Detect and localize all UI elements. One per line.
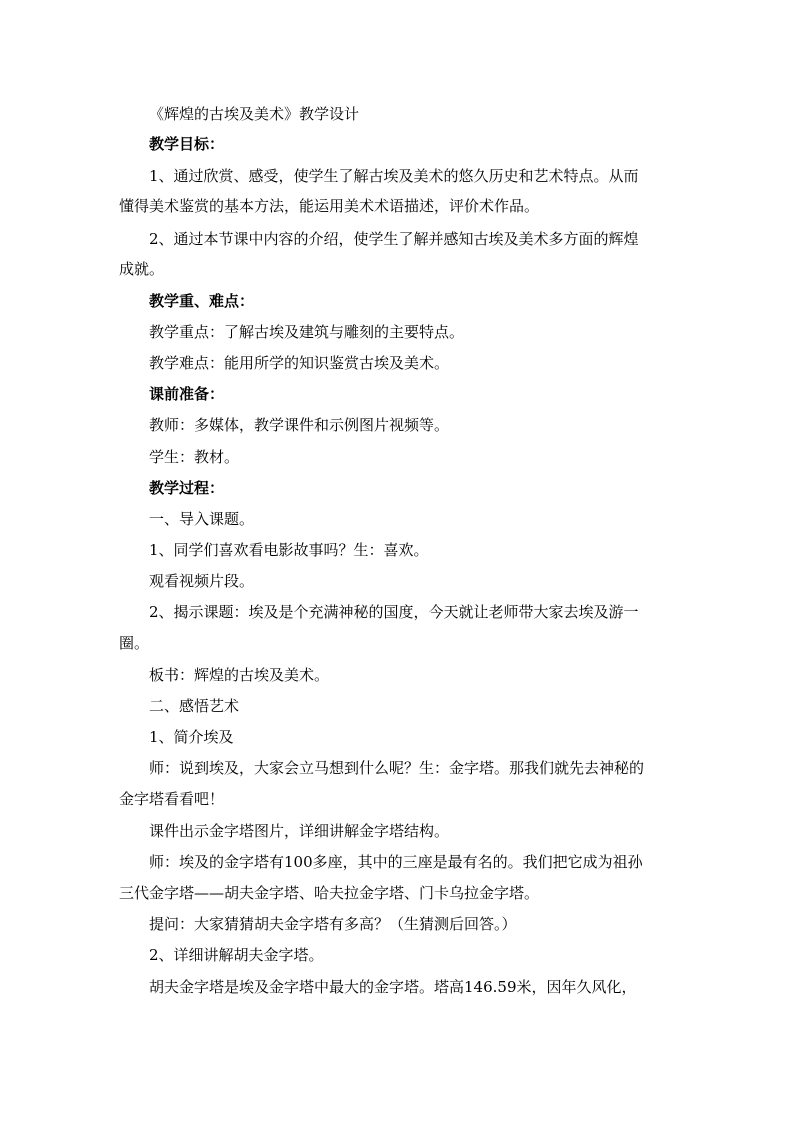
- paragraph-line: 懂得美术鉴赏的基本方法，能运用美术术语描述，评价术作品。: [119, 197, 540, 215]
- paragraph-line: 2、揭示课题：埃及是个充满神秘的国度，今天就让老师带大家去埃及游一: [149, 603, 639, 621]
- paragraph-line: 提问：大家猜猜胡夫金字塔有多高？（生猜测后回答。）: [149, 915, 517, 933]
- paragraph-line: 教师：多媒体，教学课件和示例图片视频等。: [149, 416, 450, 434]
- paragraph-line: 课件出示金字塔图片，详细讲解金字塔结构。: [149, 822, 450, 840]
- heading-preparation: 课前准备：: [149, 385, 225, 403]
- paragraph-line: 1、简介埃及: [149, 728, 234, 746]
- paragraph-line: 教学重点：了解古埃及建筑与雕刻的主要特点。: [149, 323, 465, 341]
- paragraph-line: 金字塔看看吧！: [119, 790, 225, 808]
- heading-key-points: 教学重、难点：: [149, 292, 255, 310]
- paragraph-line: 教学难点：能用所学的知识鉴赏古埃及美术。: [149, 354, 450, 372]
- paragraph-line: 1、通过欣赏、感受，使学生了解古埃及美术的悠久历史和艺术特点。从而: [149, 167, 639, 185]
- paragraph-line: 三代金字塔——胡夫金字塔、哈夫拉金字塔、门卡乌拉金字塔。: [119, 884, 540, 902]
- document-title: 《辉煌的古埃及美术》教学设计: [149, 105, 360, 123]
- paragraph-line: 成就。: [119, 260, 165, 278]
- heading-objectives: 教学目标：: [149, 135, 225, 153]
- paragraph-line: 圈。: [119, 634, 150, 652]
- heading-process: 教学过程：: [149, 479, 225, 497]
- paragraph-line: 师：埃及的金字塔有100多座，其中的三座是最有名的。我们把它成为祖孙: [149, 853, 643, 871]
- paragraph-line: 师：说到埃及，大家会立马想到什么呢？生：金字塔。那我们就先去神秘的: [149, 759, 645, 777]
- paragraph-line: 二、感悟艺术: [149, 697, 240, 715]
- paragraph-line: 板书：辉煌的古埃及美术。: [149, 666, 330, 684]
- paragraph-line: 观看视频片段。: [149, 572, 255, 590]
- paragraph-line: 2、通过本节课中内容的介绍，使学生了解并感知古埃及美术多方面的辉煌: [149, 230, 639, 248]
- paragraph-line: 学生：教材。: [149, 448, 240, 466]
- paragraph-line: 一、导入课题。: [149, 510, 255, 528]
- paragraph-line: 2、详细讲解胡夫金字塔。: [149, 946, 324, 964]
- paragraph-line: 胡夫金字塔是埃及金字塔中最大的金字塔。塔高146.59米，因年久风化，: [149, 978, 637, 996]
- paragraph-line: 1、同学们喜欢看电影故事吗？生：喜欢。: [149, 541, 429, 559]
